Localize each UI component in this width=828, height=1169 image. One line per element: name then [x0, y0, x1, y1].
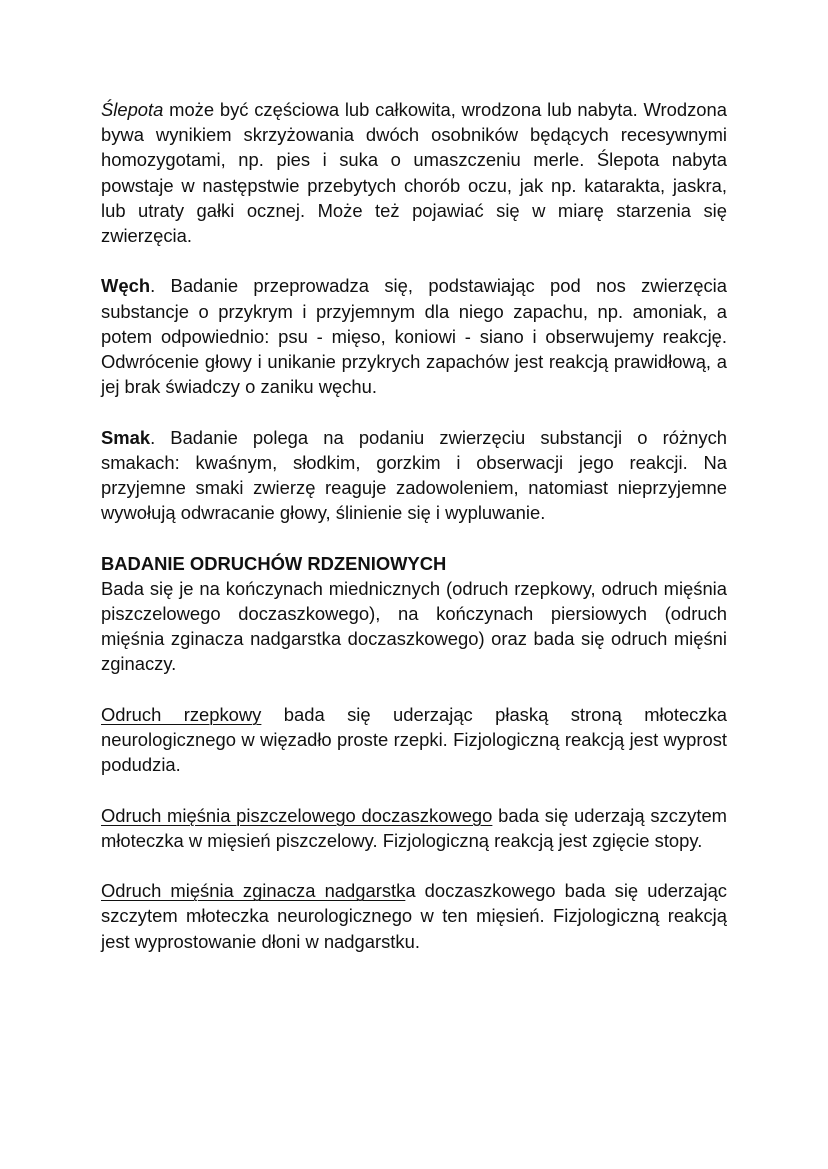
- term-taste: Smak: [101, 426, 151, 448]
- text-smell: . Badanie przeprowadza się, podstawiając pod nos zwierzęcia substancje o przykrym i przyjemnym dla niego zapachu, np. amoniak, a potem odpowiednio: psu - mięso, koniowi - siano i obserwujemy reakcję. Odwrócenie głowy i unikanie przykrych zapachów jest reakcją prawidłową, a jej brak świadczy o zaniku węchu.: [101, 275, 727, 398]
- term-smell: Węch: [101, 275, 151, 297]
- paragraph-taste: [101, 425, 727, 526]
- term-carpal-reflex-rest: a: [405, 880, 416, 902]
- text-carpal-reflex: doczaszkowego bada się uderzając szczytem młoteczka neurologicznego w ten mięsień. Fizjologiczną reakcją jest wyprostowanie dłoni w nadgarstku.: [101, 880, 727, 952]
- document-page: [101, 97, 727, 954]
- text-blindness: może być częściowa lub całkowita, wrodzona lub nabyta. Wrodzona bywa wynikiem skrzyżowania dwóch osobników będących recesywnymi homozygotami, np. pies i suka o umaszczeniu merle. Ślepota nabyta powstaje w następstwie przebytych chorób oczu, jak np. katarakta, jaskra, lub utraty gałki ocznej. Może też pojawiać się w miarę starzenia się zwierzęcia.: [101, 99, 727, 247]
- paragraph-patellar-reflex: [101, 702, 727, 778]
- text-patellar-reflex: bada się uderzając płaską stroną młoteczka neurologicznego w więzadło proste rzepki. Fizjologiczną reakcją jest wyprost podudzia.: [101, 703, 727, 776]
- term-carpal-reflex: Odruch mięśnia zginacza nadgarstk: [101, 880, 406, 902]
- paragraph-carpal-reflex: [101, 878, 727, 954]
- term-patellar-reflex: Odruch rzepkowy: [101, 703, 262, 725]
- term-blindness: Ślepota: [101, 99, 164, 120]
- paragraph-smell: [101, 273, 727, 399]
- text-taste: . Badanie polega na podaniu zwierzęciu substancji o różnych smakach: kwaśnym, słodkim, gorzkim i obserwacji jego reakcji. Na przyjemne smaki zwierzę reaguje zadowoleniem, natomiast nieprzyjemne wywołują odwracanie głowy, ślinienie się i wypluwanie.: [101, 426, 727, 524]
- paragraph-spinal-reflexes-intro: Bada się je na kończynach miednicznych (odruch rzepkowy, odruch mięśnia piszczelowego doczaszkowego), na kończynach piersiowych (odruch mięśnia zginacza nadgarstka doczaszkowego) oraz bada się odruch mięśni zginaczy.: [101, 577, 727, 675]
- section-heading-spinal-reflexes: BADANIE ODRUCHÓW RDZENIOWYCH: [101, 552, 447, 574]
- paragraph-blindness: [101, 97, 727, 248]
- term-tibial-reflex: Odruch mięśnia piszczelowego doczaszkowego: [101, 804, 493, 826]
- text-tibial-reflex: bada się uderzają szczytem młoteczka w mięsień piszczelowy. Fizjologiczną reakcją jest zgięcie stopy.: [101, 804, 727, 851]
- paragraph-tibial-reflex: [101, 803, 727, 853]
